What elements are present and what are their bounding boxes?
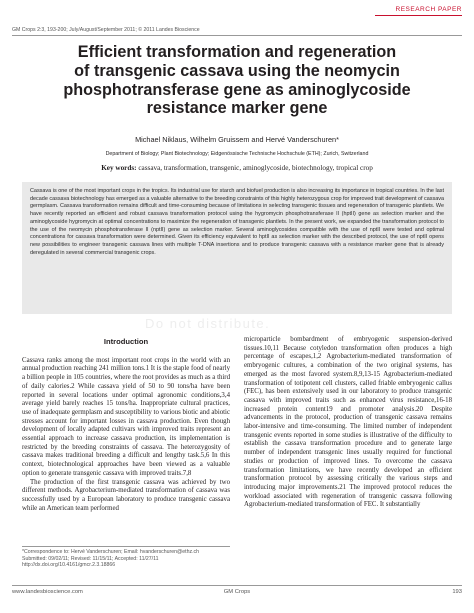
- title-line: phosphotransferase gene as aminoglycoside: [63, 80, 411, 99]
- submission-dates: Submitted: 09/02/11; Revised: 11/15/11; Accepted: 11/27/11: [22, 555, 159, 562]
- footer-divider: [12, 585, 462, 586]
- body-paragraph: microparticle bombardment of embryogenic suspension-derived tissues.10,11 Because cotyledon transformation often produces a high percentage of escapes,1,2 Agrobacterium-mediated transformation of embryogenic cultures, a combination of the two original systems, has emerged as the most favored system.8,9,13-15 Agrobacterium-mediated transformation of totipotent cell clusters, called friable embryogenic callus (FEC), has been extensively used in our laboratory to produce transgenic cassava with improved traits such as enhanced virus resistance,16-18 increased protein content19 and promoter analysis.20 Despite advancements in the protocol, production of transgenic cassava remains labor-intensive and time-consuming. The limited number of independent transgenic events reported in some studies is illustrative of the difficulty to establish the cassava transformation procedure and to generate large number of independent transgenic lines usually required for functional studies or production of improved lines. To overcome the cassava transformation limitations, we have recently developed an efficient transformation protocol by assessing critically the various steps and introducing major improvements.21 The improved protocol reduces the workload associated with regeneration of transgenic cassava following Agrobacterium-mediated transformation of FEC. It substantially: [244, 336, 452, 509]
- left-column: [22, 338, 230, 513]
- title-line: of transgenic cassava using the neomycin: [74, 61, 400, 80]
- correspondence-email: *Correspondence to: Hervé Vanderschuren; Email: hvanderschuren@ethz.ch: [22, 549, 200, 555]
- keywords-text: cassava, transformation, transgenic, aminoglycoside, biotechnology, tropical crop: [136, 164, 373, 172]
- affiliation: Department of Biology; Plant Biotechnology; Eidgenössische Technische Hochschule (ETH); Zurich, Switzerland: [105, 151, 369, 157]
- author-list: Michael Niklaus, Wilhelm Gruissem and Hervé Vanderschuren*: [135, 135, 339, 144]
- watermark: Do not distribute.: [145, 316, 271, 331]
- right-column: [244, 336, 452, 510]
- header-divider: [12, 35, 462, 36]
- section-heading-introduction: Introduction: [103, 337, 149, 346]
- article-type-rule: [375, 15, 462, 16]
- journal-citation: GM Crops 2:3, 193-200; July/August/September 2011; © 2011 Landes Bioscience: [12, 27, 200, 33]
- footer-website[interactable]: www.landesbioscience.com: [12, 589, 83, 595]
- abstract-box: [22, 182, 452, 314]
- keywords: [20, 164, 454, 172]
- article-type-label: RESEARCH PAPER: [395, 6, 462, 13]
- page-header: [0, 0, 474, 26]
- keywords-label: Key words:: [101, 164, 137, 172]
- body-paragraph: The production of the first transgenic cassava was achieved by two different methods. Agrobacterium-mediated transformation of cassava was successfully used by a European laboratory to produce transgenic cassava while an American team performed: [22, 478, 230, 512]
- doi-link[interactable]: http://dx.doi.org/10.4161/gmcr.2.3.18866: [22, 562, 116, 569]
- title-line: resistance marker gene: [146, 99, 328, 118]
- correspondence-divider: [22, 546, 230, 547]
- body-paragraph: Cassava ranks among the most important root crops in the world with an annual production reaching 241 million tons.1 It is the staple food of nearly a billion people in 105 countries, where the root provides as much as a third of daily calories.2 While cassava yield of 50 to 90 tons/ha have been reported in several locations under optimal agronomic conditions,3,4 average yield barely reaches 15 tons/ha. Inappropriate cultural practices, use of inadequate germplasm and susceptibility to various biotic and abiotic stresses account for important losses in cassava production. Even though development of locally adapted cultivars with improved traits represent an essential approach to increase cassava production, its implementation is restricted by the breeding constraints of cassava. The heterozygosity of cassava makes traditional breeding a difficult and lengthy task.5,6 In this context, biotechnological approaches have been viewed as a valuable option to generate transgenic cassava with improved traits.7,8: [22, 356, 230, 477]
- title-line: Efficient transformation and regeneration: [77, 43, 397, 61]
- page-number: 193: [452, 589, 462, 595]
- footer-journal: GM Crops: [223, 589, 251, 595]
- abstract-text: Cassava is one of the most important crops in the tropics. Its industrial use for starch and biofuel production is also increasing its importance in tropical countries. In the last decade cassava biotechnology has emerged as a valuable alternative to the breeding constraints of this highly heterozygous crop for improved trait development of cassava germplasm. Cassava transformation remains difficult and time-consuming because of limitations in selecting transgenic tissues and regeneration of transgenic plantlets. We have recently reported an efficient and robust cassava transformation protocol using the hygromycin phosphotransferase II (hptII) gene as selection marker and the aminoglycoside hygromycin at optimal concentrations to maximize the regeneration of transgenic plantlets. In the present work, we expanded the transformation protocol to the use of the neomycin phosphotransferase II (nptII) gene as selection marker. Several aminoglycosides compatible with the use of nptII were tested and optimal concentrations for cassava transformation were determined. Given its efficiency equivalent to hptII as selection marker with the described protocol, the use of nptII opens new possibilities to engineer transgenic cassava lines with multiple T-DNA insertions and to produce transgenic cassava with a resistance marker gene that is already deregulated in several commercial transgenic crops.: [30, 188, 444, 256]
- correspondence-block: [22, 549, 452, 569]
- article-title: [20, 43, 454, 118]
